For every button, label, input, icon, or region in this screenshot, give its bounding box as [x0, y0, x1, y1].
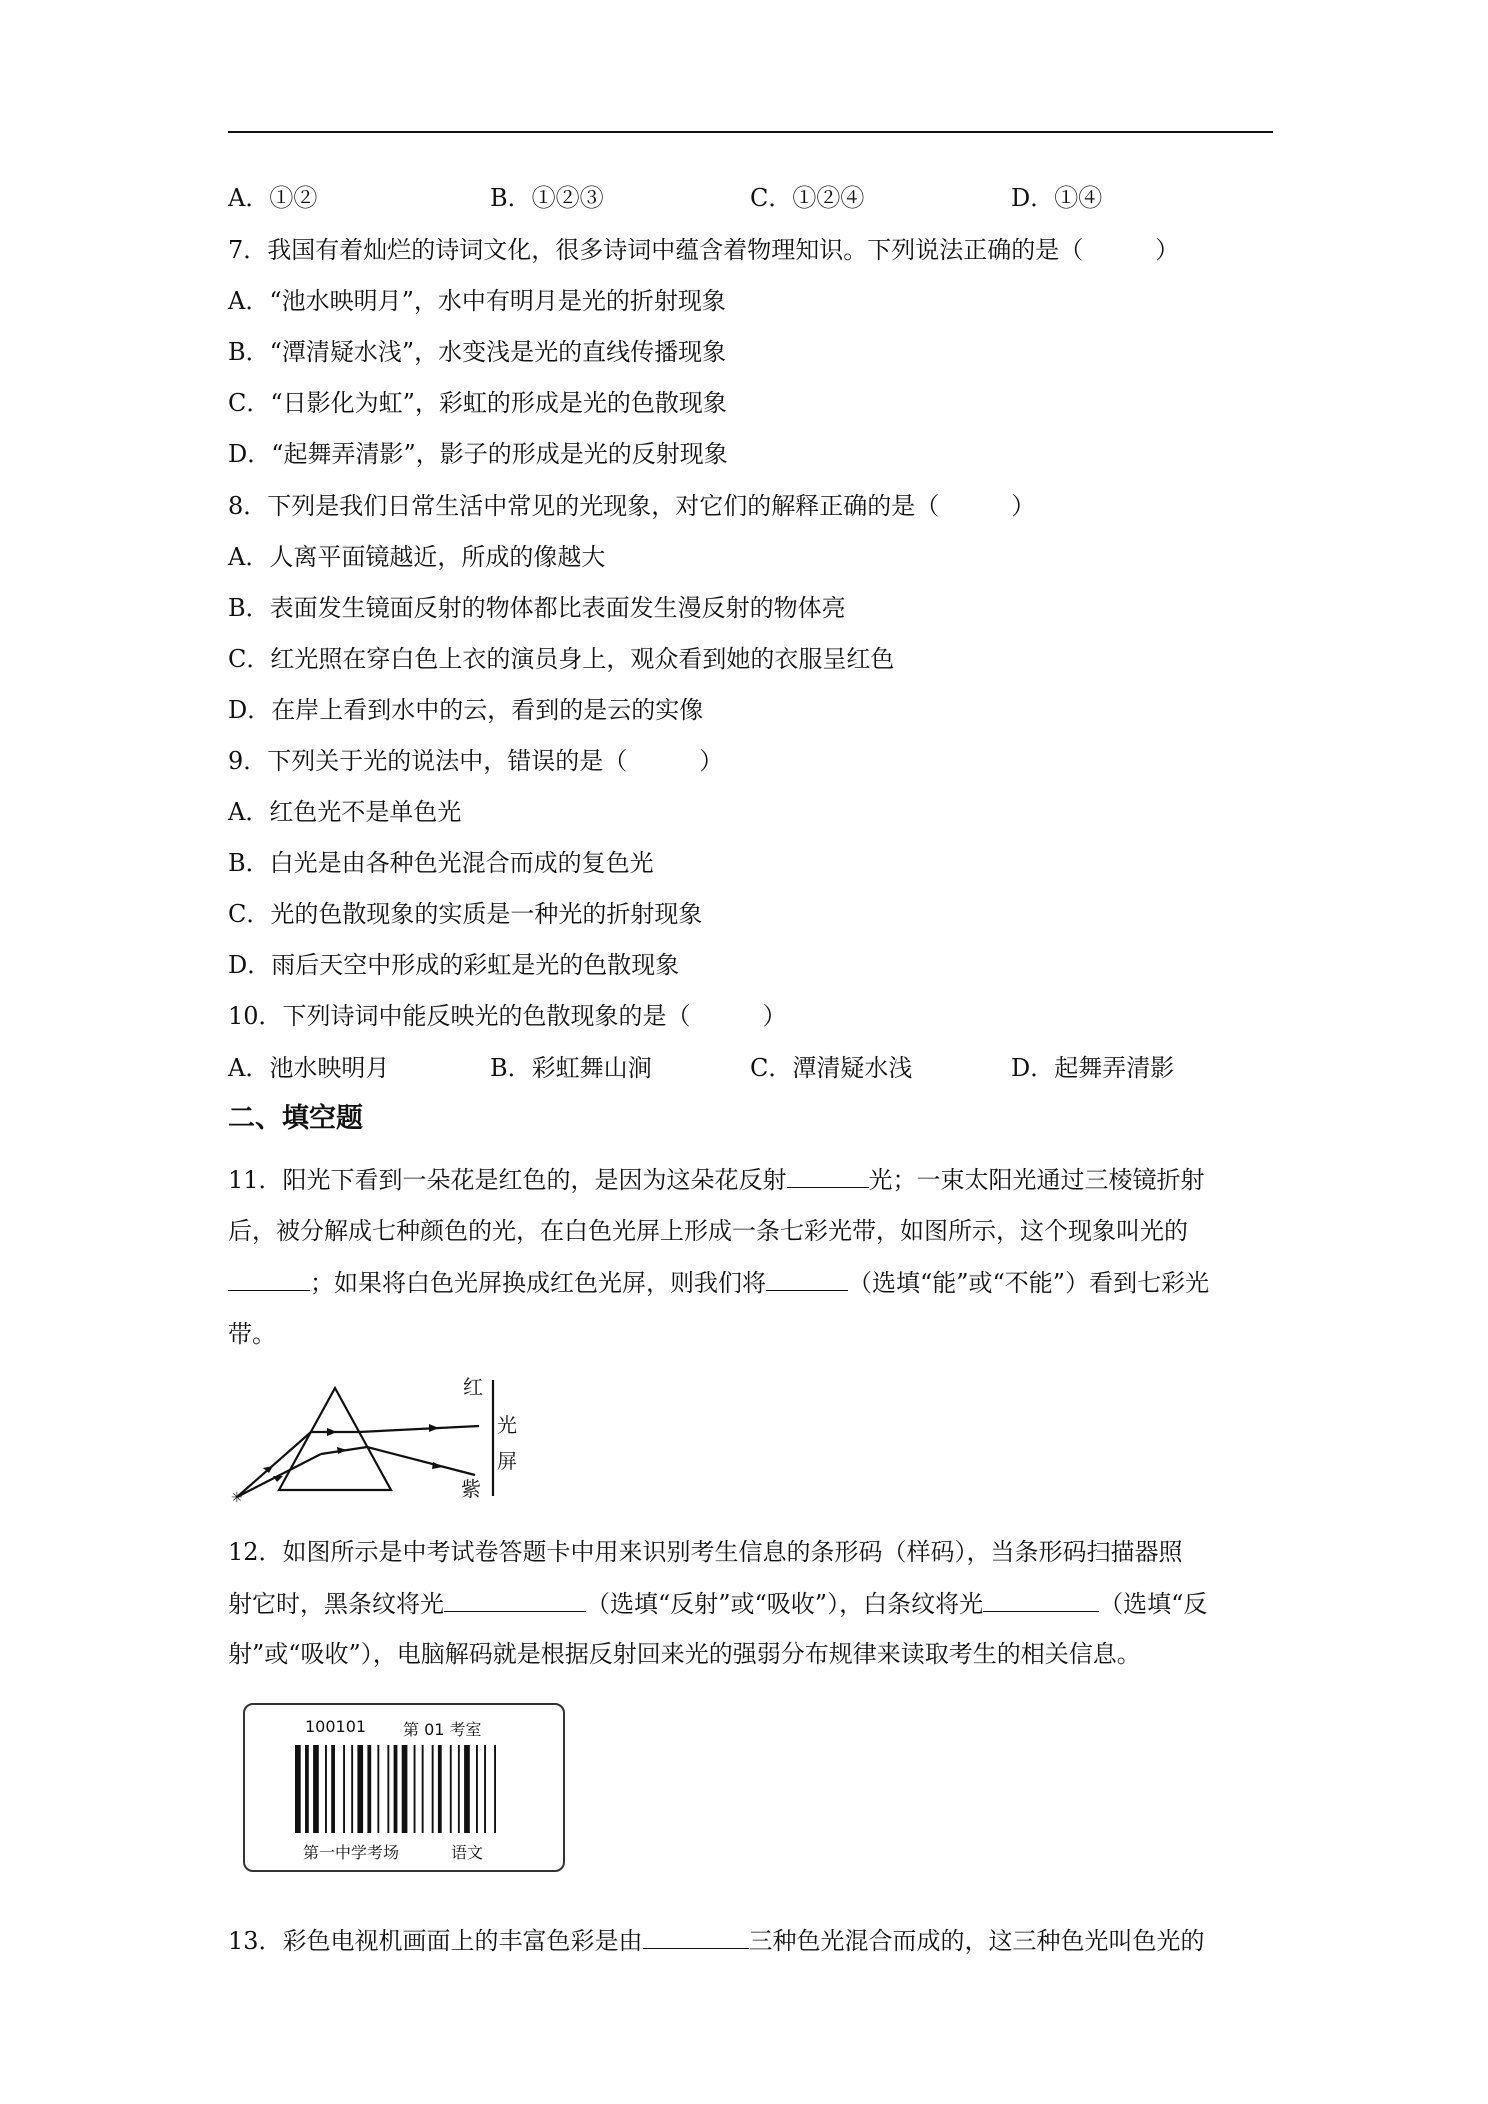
label-red: 红 — [463, 1375, 483, 1399]
barcode-room: 第 01 考室 — [403, 1720, 482, 1739]
sun-icon: ✳ — [231, 1490, 243, 1506]
barcode-code: 100101 — [305, 1717, 367, 1736]
q7-option-c: C．“日影化为虹”，彩虹的形成是光的色散现象 — [228, 389, 727, 417]
q10-option-d: D．起舞弄清影 — [1011, 1054, 1175, 1082]
red-ray — [359, 1426, 479, 1432]
q7-option-a: A．“池水映明月”，水中有明月是光的折射现象 — [228, 287, 726, 315]
q10-option-a: A．池水映明月 — [228, 1054, 390, 1082]
barcode-card — [243, 1703, 565, 1872]
q7-stem: 7．我国有着灿烂的诗词文化，很多诗词中蕴含着物理知识。下列说法正确的是（ ） — [228, 236, 1180, 264]
arrowhead-5 — [429, 1424, 439, 1432]
q12-line1: 12．如图所示是中考试卷答题卡中用来识别考生信息的条形码（样码），当条形码扫描器照 — [228, 1538, 1183, 1566]
barcode-subject: 语文 — [451, 1843, 484, 1862]
header-rule — [228, 131, 1273, 133]
q8-option-a: A．人离平面镜越近，所成的像越大 — [228, 543, 606, 571]
label-light: 光 — [497, 1413, 517, 1437]
q10-option-b: B．彩虹舞山涧 — [490, 1054, 652, 1082]
q7-option-b: B．“潭清疑水浅”，水变浅是光的直线传播现象 — [228, 338, 727, 366]
barcode-bar — [357, 1745, 363, 1833]
barcode-bar — [494, 1745, 496, 1833]
barcode-bar — [325, 1745, 327, 1833]
q11-line4: 带。 — [228, 1320, 276, 1348]
q9-option-d: D．雨后天空中形成的彩虹是光的色散现象 — [228, 951, 680, 979]
arrowhead-4 — [337, 1447, 347, 1454]
q8-option-c: C．红光照在穿白色上衣的演员身上，观众看到她的衣服呈红色 — [228, 645, 895, 673]
q9-option-b: B．白光是由各种色光混合而成的复色光 — [228, 849, 654, 877]
barcode-bar — [343, 1745, 345, 1833]
q7-option-d: D．“起舞弄清影”，影子的形成是光的反射现象 — [228, 440, 728, 468]
barcode-bar — [484, 1745, 486, 1833]
label-screen: 屏 — [497, 1449, 517, 1473]
barcode-school: 第一中学考场 — [303, 1843, 400, 1862]
q11-line3: ；如果将白色光屏换成红色光屏，则我们将 （选填“能”或“不能”）看到七彩光 — [228, 1266, 1209, 1299]
q6-option-c: C．①②④ — [750, 184, 865, 212]
barcode-bar — [387, 1745, 389, 1833]
barcode-bar — [305, 1745, 309, 1833]
q11-blank-1 — [787, 1163, 869, 1188]
barcode-bar — [476, 1745, 478, 1833]
barcode-bar — [414, 1745, 416, 1833]
q9-option-c: C．光的色散现象的实质是一种光的折射现象 — [228, 900, 703, 928]
barcode-bar — [432, 1745, 434, 1833]
barcode-bars — [295, 1745, 517, 1833]
q12-blank-2 — [983, 1587, 1099, 1612]
barcode-bar — [394, 1745, 398, 1833]
prism-triangle — [279, 1388, 391, 1490]
q6-option-b: B．①②③ — [490, 184, 604, 212]
q10-stem: 10．下列诗词中能反映光的色散现象的是（ ） — [228, 1002, 787, 1030]
q10-option-c: C．潭清疑水浅 — [750, 1054, 913, 1082]
arrowhead-3 — [327, 1428, 337, 1436]
barcode-bar — [367, 1745, 371, 1833]
prism-diagram — [225, 1372, 525, 1512]
barcode-bar — [422, 1745, 424, 1833]
q6-option-a: A．①② — [228, 184, 318, 212]
barcode-bar — [331, 1745, 335, 1833]
barcode-bar — [458, 1745, 460, 1833]
q9-option-a: A．红色光不是单色光 — [228, 798, 462, 826]
barcode-bar — [295, 1745, 301, 1833]
q12-line3: 射”或“吸收”），电脑解码就是根据反射回来光的强弱分布规律来读取考生的相关信息。 — [228, 1640, 1141, 1668]
barcode-bar — [402, 1745, 408, 1833]
barcode-bar — [377, 1745, 379, 1833]
q8-option-b: B．表面发生镜面反射的物体都比表面发生漫反射的物体亮 — [228, 594, 846, 622]
section-title: 二、填空题 — [228, 1103, 363, 1134]
violet-ray — [367, 1447, 475, 1475]
barcode-bar — [464, 1745, 470, 1833]
q12-line2: 射它时，黑条纹将光 （选填“反射”或“吸收”），白条纹将光 （选填“反 — [228, 1587, 1207, 1620]
barcode-bar — [313, 1745, 319, 1833]
q11-line1: 11．阳光下看到一朵花是红色的，是因为这朵花反射 光；一束太阳光通过三棱镜折射 — [228, 1163, 1205, 1196]
q11-line2: 后，被分解成七种颜色的光，在白色光屏上形成一条七彩光带，如图所示，这个现象叫光的 — [228, 1217, 1188, 1245]
label-violet: 紫 — [461, 1477, 481, 1501]
q12-blank-1 — [444, 1587, 586, 1612]
q8-stem: 8．下列是我们日常生活中常见的光现象，对它们的解释正确的是（ ） — [228, 492, 1036, 520]
q11-blank-3 — [766, 1266, 848, 1291]
barcode-bar — [438, 1745, 442, 1833]
q6-option-d: D．①④ — [1011, 184, 1103, 212]
barcode-bar — [450, 1745, 452, 1833]
q13-line1: 13．彩色电视机画面上的丰富色彩是由 三种色光混合而成的，这三种色光叫色光的 — [228, 1924, 1205, 1957]
q9-stem: 9．下列关于光的说法中，错误的是（ ） — [228, 747, 724, 775]
barcode-bar — [351, 1745, 353, 1833]
q8-option-d: D．在岸上看到水中的云，看到的是云的实像 — [228, 696, 704, 724]
q13-blank-1 — [643, 1924, 749, 1949]
q11-blank-2 — [228, 1266, 310, 1291]
